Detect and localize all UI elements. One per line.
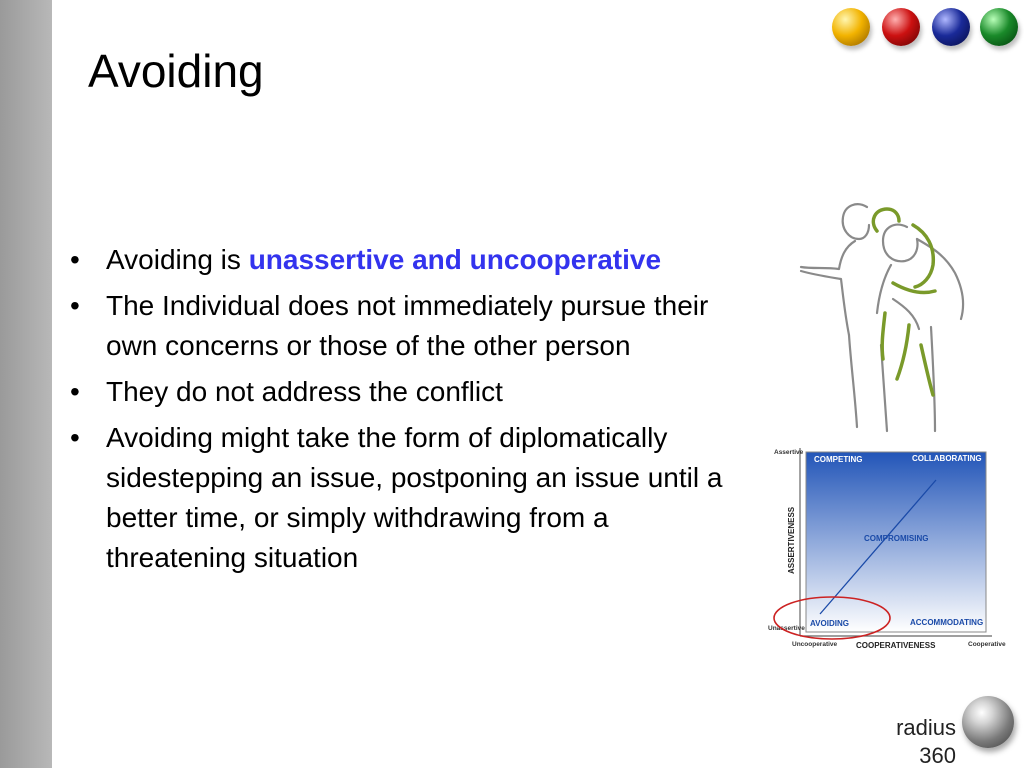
bullet-text: Avoiding might take the form of diplomatically sidestepping an issue, postponing an issue until a better time, or simply withdrawing from a threatening situation bbox=[106, 422, 723, 573]
mode-avoiding: AVOIDING bbox=[810, 619, 849, 628]
footer-brand bbox=[870, 714, 956, 770]
mode-compromising: COMPROMISING bbox=[864, 534, 929, 543]
brand-line-2: 360 bbox=[919, 743, 956, 768]
left-side-bar bbox=[0, 0, 52, 768]
mode-competing: COMPETING bbox=[814, 455, 863, 464]
bullet-item bbox=[62, 286, 752, 366]
y-bottom-label: Unassertive bbox=[768, 625, 805, 632]
bullet-item bbox=[62, 240, 752, 280]
blue-orb-icon bbox=[932, 8, 970, 46]
x-axis-title: COOPERATIVENESS bbox=[856, 641, 936, 650]
green-orb-icon bbox=[980, 8, 1018, 46]
bullet-text: Avoiding is bbox=[106, 244, 249, 275]
bullet-marker: • bbox=[70, 422, 80, 453]
x-right-label: Cooperative bbox=[968, 641, 1006, 648]
y-axis-title: ASSERTIVENESS bbox=[787, 506, 796, 574]
bullet-item bbox=[62, 372, 752, 412]
bullet-text: They do not address the conflict bbox=[106, 376, 503, 407]
bullet-marker: • bbox=[70, 244, 80, 275]
bullet-marker: • bbox=[70, 376, 80, 407]
yellow-orb-icon bbox=[832, 8, 870, 46]
slide-title: Avoiding bbox=[88, 45, 264, 97]
bullet-marker: • bbox=[70, 290, 80, 321]
x-left-label: Uncooperative bbox=[792, 641, 838, 648]
decorative-orbs bbox=[828, 4, 1024, 52]
brand-line-1: radius bbox=[896, 715, 956, 740]
mode-collaborating: COLLABORATING bbox=[912, 454, 982, 463]
bullet-list bbox=[62, 240, 752, 584]
two-people-pointing-illustration bbox=[795, 195, 975, 435]
red-orb-icon bbox=[882, 8, 920, 46]
conflict-mode-grid bbox=[766, 444, 1006, 656]
silver-orb-logo-icon bbox=[962, 696, 1014, 748]
y-top-label: Assertive bbox=[774, 449, 804, 456]
mode-accommodating: ACCOMMODATING bbox=[910, 618, 984, 627]
bullet-item bbox=[62, 418, 752, 578]
bullet-text: The Individual does not immediately pursue their own concerns or those of the other person bbox=[106, 290, 709, 361]
highlighted-text: unassertive and uncooperative bbox=[248, 244, 662, 275]
